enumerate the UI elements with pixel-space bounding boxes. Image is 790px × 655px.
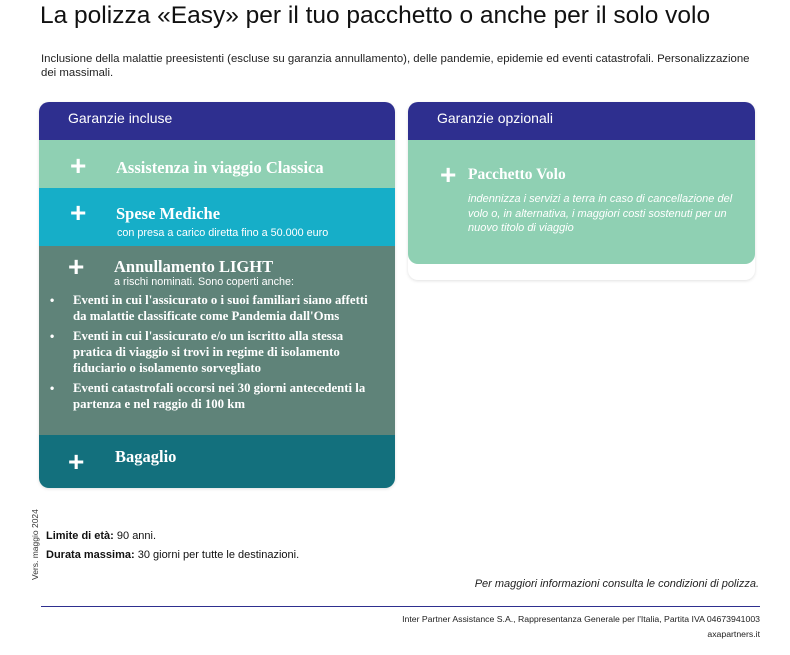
bullet-icon: • — [50, 329, 55, 343]
row-title-assistenza: Assistenza in viaggio Classica — [116, 158, 324, 177]
age-limit — [46, 530, 156, 542]
row-assistenza[interactable] — [39, 140, 395, 188]
row-title-spese-mediche: Spese Mediche — [116, 204, 221, 223]
plus-icon: + — [68, 446, 85, 477]
bullet-icon: • — [50, 381, 55, 395]
row-spese-mediche[interactable] — [39, 188, 395, 246]
footer-company: Inter Partner Assistance S.A., Rappresentanza Generale per l'Italia, Partita IVA 04673941003 — [402, 614, 760, 624]
max-duration — [46, 549, 299, 561]
row-title-pacchetto-volo: Pacchetto Volo — [468, 166, 566, 183]
included-header: Garanzie incluse — [39, 102, 395, 140]
max-duration-label: Durata massima: — [46, 549, 135, 561]
plus-icon: + — [70, 197, 87, 228]
row-subtitle-pacchetto-volo: indennizza i servizi a terra in caso di cancellazione del volo o, in alternativa, i maggiori costi sostenuti per un nuovo titolo di viaggio — [468, 193, 733, 234]
list-item: • Eventi catastrofali occorsi nei 30 giorni antecedenti la partenza e nel raggio di 100 km — [50, 381, 366, 411]
plus-icon: + — [440, 159, 457, 190]
age-limit-value: 90 anni. — [113, 530, 157, 542]
plus-icon: + — [68, 251, 85, 282]
bullet-icon: • — [50, 293, 55, 307]
row-title-annullamento: Annullamento LIGHT — [114, 257, 274, 276]
max-duration-value: 30 giorni per tutte le destinazioni. — [134, 549, 300, 561]
version-label: Vers. maggio 2024 — [30, 509, 40, 580]
row-subtitle-spese-mediche: con presa a carico diretta fino a 50.000 euro — [117, 227, 329, 239]
plus-icon: + — [70, 150, 87, 181]
footer-divider — [41, 606, 760, 607]
age-limit-label: Limite di età: — [46, 530, 114, 542]
annullamento-bullet-list — [39, 292, 395, 416]
page-title: La polizza «Easy» per il tuo pacchetto o anche per il solo volo — [40, 2, 711, 29]
intro-text: Inclusione della malattie preesistenti (escluse su garanzia annullamento), delle pandemie, epidemie ed eventi catastrofali. Personalizzazione dei massimali. — [41, 53, 750, 79]
row-title-bagaglio: Bagaglio — [115, 447, 177, 466]
optional-header: Garanzie opzionali — [408, 102, 755, 140]
row-annullamento[interactable] — [39, 246, 395, 435]
list-item: • Eventi in cui l'assicurato e/o un iscritto alla stessa pratica di viaggio si trovi in regime di isolamento fiduciario o isolamento sorvegliato — [50, 329, 344, 375]
row-bagaglio[interactable] — [39, 435, 395, 488]
included-card — [39, 102, 395, 488]
more-info-text: Per maggiori informazioni consulta le condizioni di polizza. — [474, 578, 759, 590]
row-pacchetto-volo[interactable] — [408, 140, 755, 264]
optional-card — [408, 102, 755, 280]
row-subtitle-annullamento: a rischi nominati. Sono coperti anche: — [114, 276, 295, 288]
list-item: • Eventi in cui l'assicurato o i suoi familiari siano affetti da malattie classificate come Pandemia dall'Oms — [50, 293, 368, 323]
footer-website[interactable]: axapartners.it — [707, 629, 760, 639]
